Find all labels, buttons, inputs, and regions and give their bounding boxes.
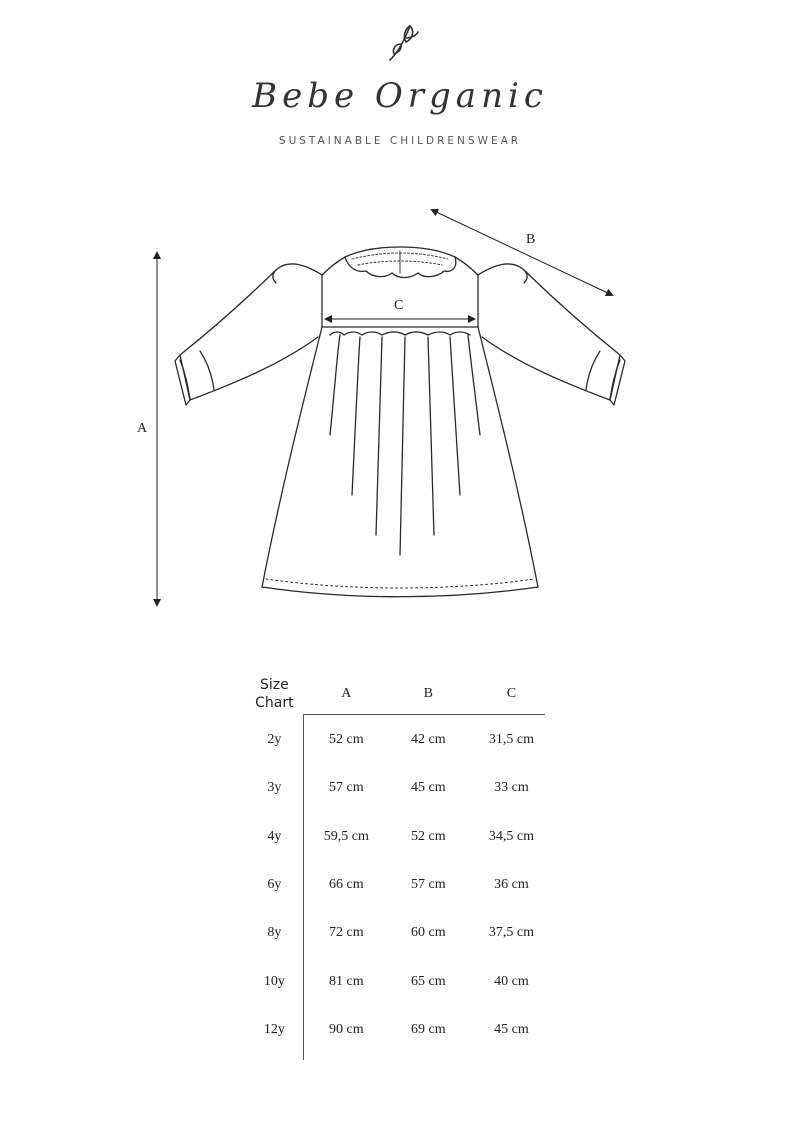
table-row xyxy=(245,813,555,861)
leaf-sprig-icon xyxy=(384,16,424,64)
size-chart-corner-line-2: Chart xyxy=(255,695,294,711)
measure-c-value: 34,5 cm xyxy=(488,828,534,844)
table-row xyxy=(245,764,555,812)
measure-c-value: 31,5 cm xyxy=(488,732,534,748)
measure-b-value: 57 cm xyxy=(411,877,446,893)
measure-b-value: 65 cm xyxy=(411,973,446,989)
measure-a-value: 72 cm xyxy=(328,925,364,941)
size-label: 10y xyxy=(263,973,285,989)
size-chart-corner-label xyxy=(245,672,304,716)
brand-tagline: SUSTAINABLE CHILDRENSWEAR xyxy=(278,135,522,147)
measure-a-value: 66 cm xyxy=(328,877,364,893)
measure-b-value: 42 cm xyxy=(411,732,446,748)
measure-label-b: B xyxy=(526,232,536,247)
size-chart-header-row xyxy=(245,672,555,716)
column-header-c: C xyxy=(506,686,517,701)
size-label: 12y xyxy=(263,1021,285,1037)
measure-label-c: C xyxy=(394,298,404,313)
measure-a-value: 59,5 cm xyxy=(323,828,369,844)
brand-name: Bebe Organic xyxy=(252,76,548,116)
size-label: 4y xyxy=(267,828,282,844)
dress-technical-drawing xyxy=(0,195,800,625)
measure-c-value: 33 cm xyxy=(494,780,529,796)
measure-c-value: 40 cm xyxy=(494,973,529,989)
measure-label-a: A xyxy=(137,421,148,436)
table-row xyxy=(245,861,555,909)
column-header-b: B xyxy=(423,686,434,701)
measure-b-value: 60 cm xyxy=(411,925,446,941)
measure-a-value: 81 cm xyxy=(328,973,364,989)
table-row xyxy=(245,716,555,764)
measure-b-value: 52 cm xyxy=(411,828,446,844)
size-label: 8y xyxy=(267,925,282,941)
size-label: 6y xyxy=(267,877,282,893)
size-chart-table xyxy=(245,672,555,1054)
measure-b-value: 45 cm xyxy=(411,780,446,796)
measure-a-value: 90 cm xyxy=(328,1021,364,1037)
table-row xyxy=(245,909,555,957)
measure-a-value: 52 cm xyxy=(328,732,364,748)
measure-c-value: 37,5 cm xyxy=(488,925,534,941)
table-column-divider xyxy=(303,714,304,1060)
size-chart-corner-line-1: Size xyxy=(260,677,289,693)
measure-a-value: 57 cm xyxy=(328,780,364,796)
table-row xyxy=(245,1006,555,1054)
size-label: 2y xyxy=(267,732,282,748)
table-row xyxy=(245,957,555,1005)
table-header-divider xyxy=(303,714,545,715)
size-label: 3y xyxy=(267,780,282,796)
measure-arrow-b xyxy=(432,210,612,295)
measure-c-value: 36 cm xyxy=(494,877,529,893)
measure-c-value: 45 cm xyxy=(494,1021,529,1037)
measure-b-value: 69 cm xyxy=(411,1021,446,1037)
column-header-a: A xyxy=(341,686,352,701)
